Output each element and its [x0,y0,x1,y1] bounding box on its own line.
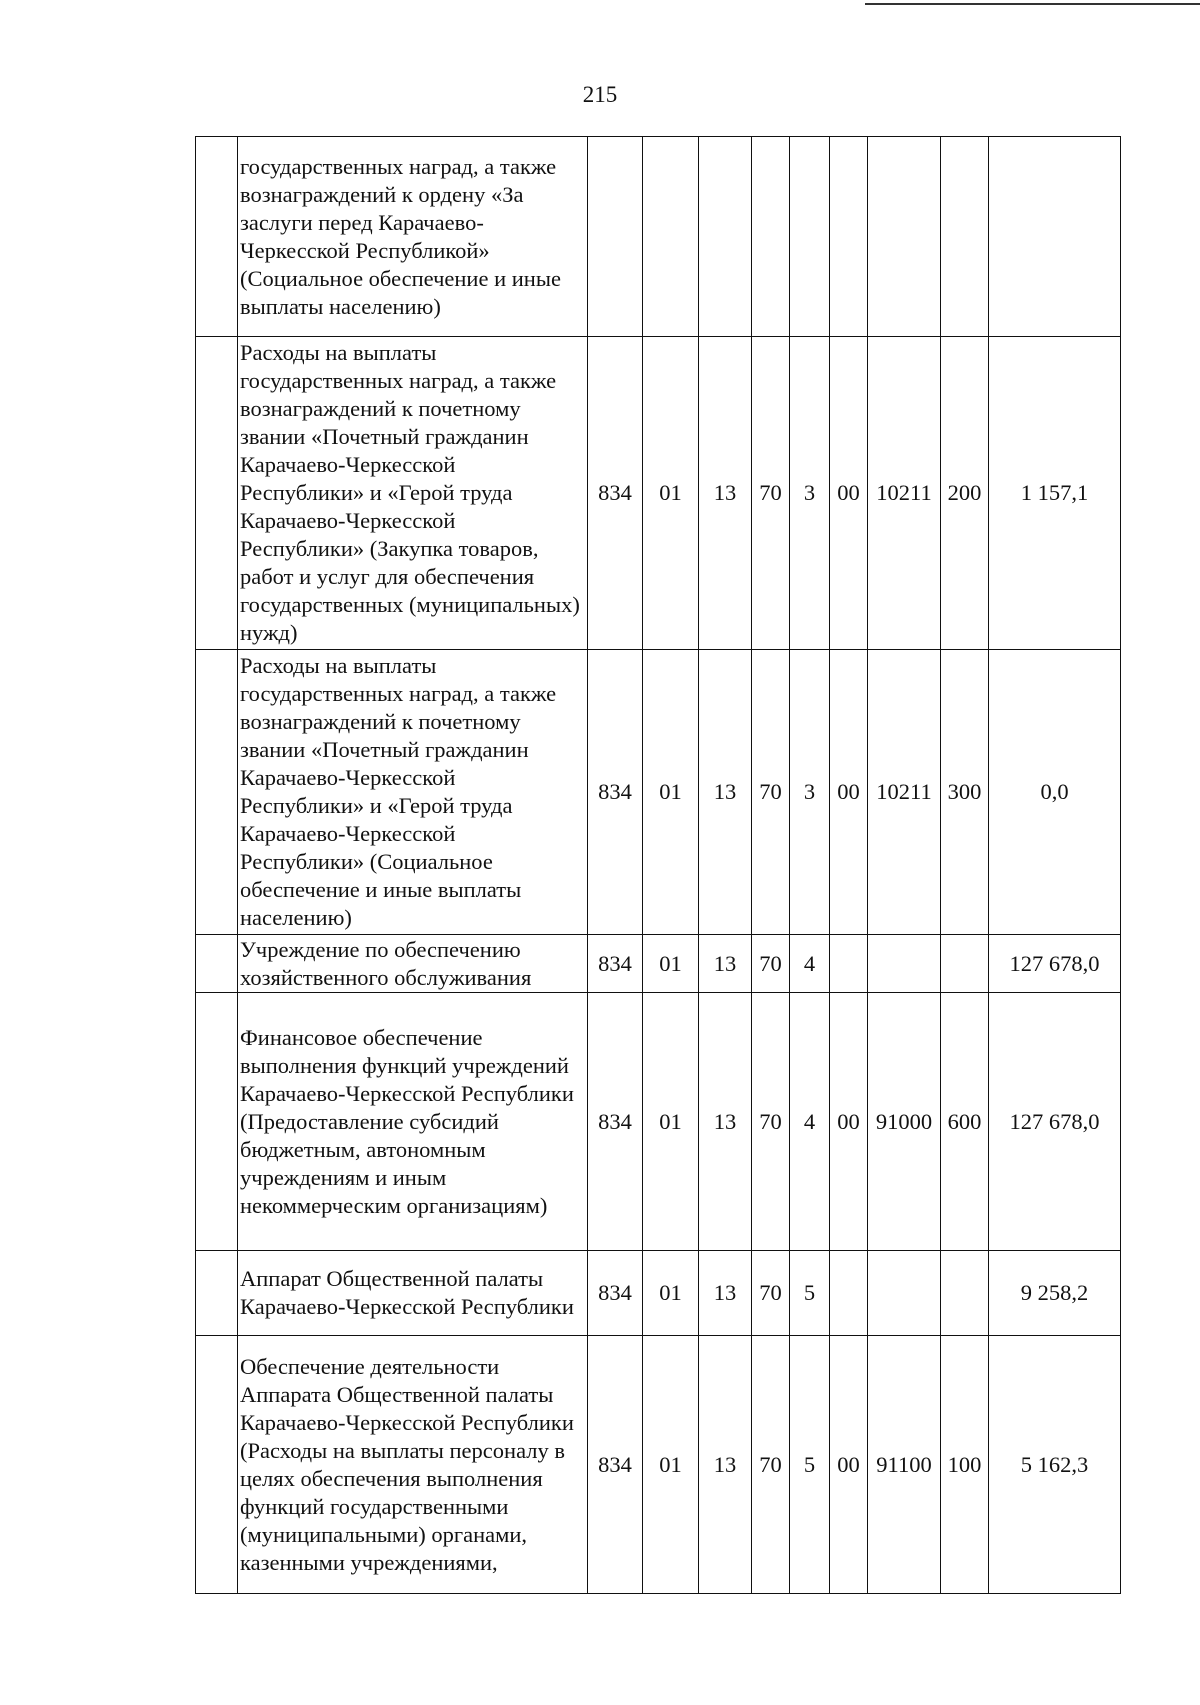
direction-code [868,137,941,337]
section-code: 01 [643,650,699,935]
subsection-code: 13 [699,1251,752,1336]
row-index [196,993,238,1251]
table-row [196,337,1121,650]
direction-code [868,935,941,993]
subprogram-code: 5 [790,1336,830,1594]
main-event-code: 00 [830,337,868,650]
program-code: 70 [752,1251,790,1336]
expense-name: Финансовое обеспечение выполнения функций учреждений Карачаево-Черкесской Республики (Предоставление субсидий бюджетным, автономным учреждениям и иным некоммерческим организациям) [238,993,588,1251]
table-row [196,1336,1121,1594]
subprogram-code: 4 [790,935,830,993]
expense-name: государственных наград, а также вознаграждений к ордену «За заслуги перед Карачаево-Черкесской Республикой» (Социальное обеспечение и иные выплаты населению) [238,137,588,337]
scan-top-rule [865,3,1200,5]
ministry-code: 834 [588,935,643,993]
program-code: 70 [752,650,790,935]
subsection-code: 13 [699,935,752,993]
ministry-code: 834 [588,337,643,650]
expense-name: Обеспечение деятельности Аппарата Общественной палаты Карачаево-Черкесской Республики (Расходы на выплаты персоналу в целях обеспечения выполнения функций государственными (муниципальными) органами, казенными учреждениями, [238,1336,588,1594]
table-row [196,1251,1121,1336]
expense-name: Учреждение по обеспечению хозяйственного обслуживания [238,935,588,993]
program-code: 70 [752,993,790,1251]
expense-type-code: 600 [941,993,989,1251]
row-index [196,337,238,650]
main-event-code [830,137,868,337]
row-index [196,137,238,337]
expense-type-code [941,137,989,337]
section-code: 01 [643,337,699,650]
expense-name: Аппарат Общественной палаты Карачаево-Черкесской Республики [238,1251,588,1336]
subprogram-code: 4 [790,993,830,1251]
main-event-code: 00 [830,650,868,935]
direction-code: 10211 [868,337,941,650]
subsection-code: 13 [699,650,752,935]
expense-type-code: 100 [941,1336,989,1594]
amount [989,137,1121,337]
subsection-code: 13 [699,1336,752,1594]
amount: 5 162,3 [989,1336,1121,1594]
section-code: 01 [643,993,699,1251]
program-code [752,137,790,337]
direction-code [868,1251,941,1336]
amount: 1 157,1 [989,337,1121,650]
expense-type-code: 200 [941,337,989,650]
subprogram-code: 5 [790,1251,830,1336]
table-row [196,137,1121,337]
section-code: 01 [643,935,699,993]
row-index [196,1251,238,1336]
ministry-code: 834 [588,650,643,935]
ministry-code: 834 [588,993,643,1251]
page-number: 215 [582,82,618,107]
expense-name: Расходы на выплаты государственных наград, а также вознаграждений к почетному звании «Почетный гражданин Карачаево-Черкесской Республики» и «Герой труда Карачаево-Черкесской Республики» (Социальное обеспечение и иные выплаты населению) [238,650,588,935]
subprogram-code: 3 [790,337,830,650]
ministry-code [588,137,643,337]
ministry-code: 834 [588,1251,643,1336]
amount: 9 258,2 [989,1251,1121,1336]
section-code: 01 [643,1336,699,1594]
row-index [196,1336,238,1594]
subsection-code: 13 [699,993,752,1251]
table-row [196,993,1121,1251]
main-event-code: 00 [830,1336,868,1594]
direction-code: 10211 [868,650,941,935]
main-event-code [830,1251,868,1336]
row-index [196,650,238,935]
main-event-code [830,935,868,993]
expense-type-code: 300 [941,650,989,935]
ministry-code: 834 [588,1336,643,1594]
expense-type-code [941,1251,989,1336]
subsection-code [699,137,752,337]
program-code: 70 [752,935,790,993]
direction-code: 91100 [868,1336,941,1594]
budget-table [195,136,1121,1594]
row-index [196,935,238,993]
section-code: 01 [643,1251,699,1336]
amount: 0,0 [989,650,1121,935]
expense-name: Расходы на выплаты государственных наград, а также вознаграждений к почетному звании «Почетный гражданин Карачаево-Черкесской Республики» и «Герой труда Карачаево-Черкесской Республики» (Закупка товаров, работ и услуг для обеспечения государственных (муниципальных) нужд) [238,337,588,650]
program-code: 70 [752,337,790,650]
program-code: 70 [752,1336,790,1594]
amount: 127 678,0 [989,935,1121,993]
table-row [196,650,1121,935]
subprogram-code: 3 [790,650,830,935]
main-event-code: 00 [830,993,868,1251]
section-code [643,137,699,337]
amount: 127 678,0 [989,993,1121,1251]
direction-code: 91000 [868,993,941,1251]
expense-type-code [941,935,989,993]
subsection-code: 13 [699,337,752,650]
table-row [196,935,1121,993]
subprogram-code [790,137,830,337]
